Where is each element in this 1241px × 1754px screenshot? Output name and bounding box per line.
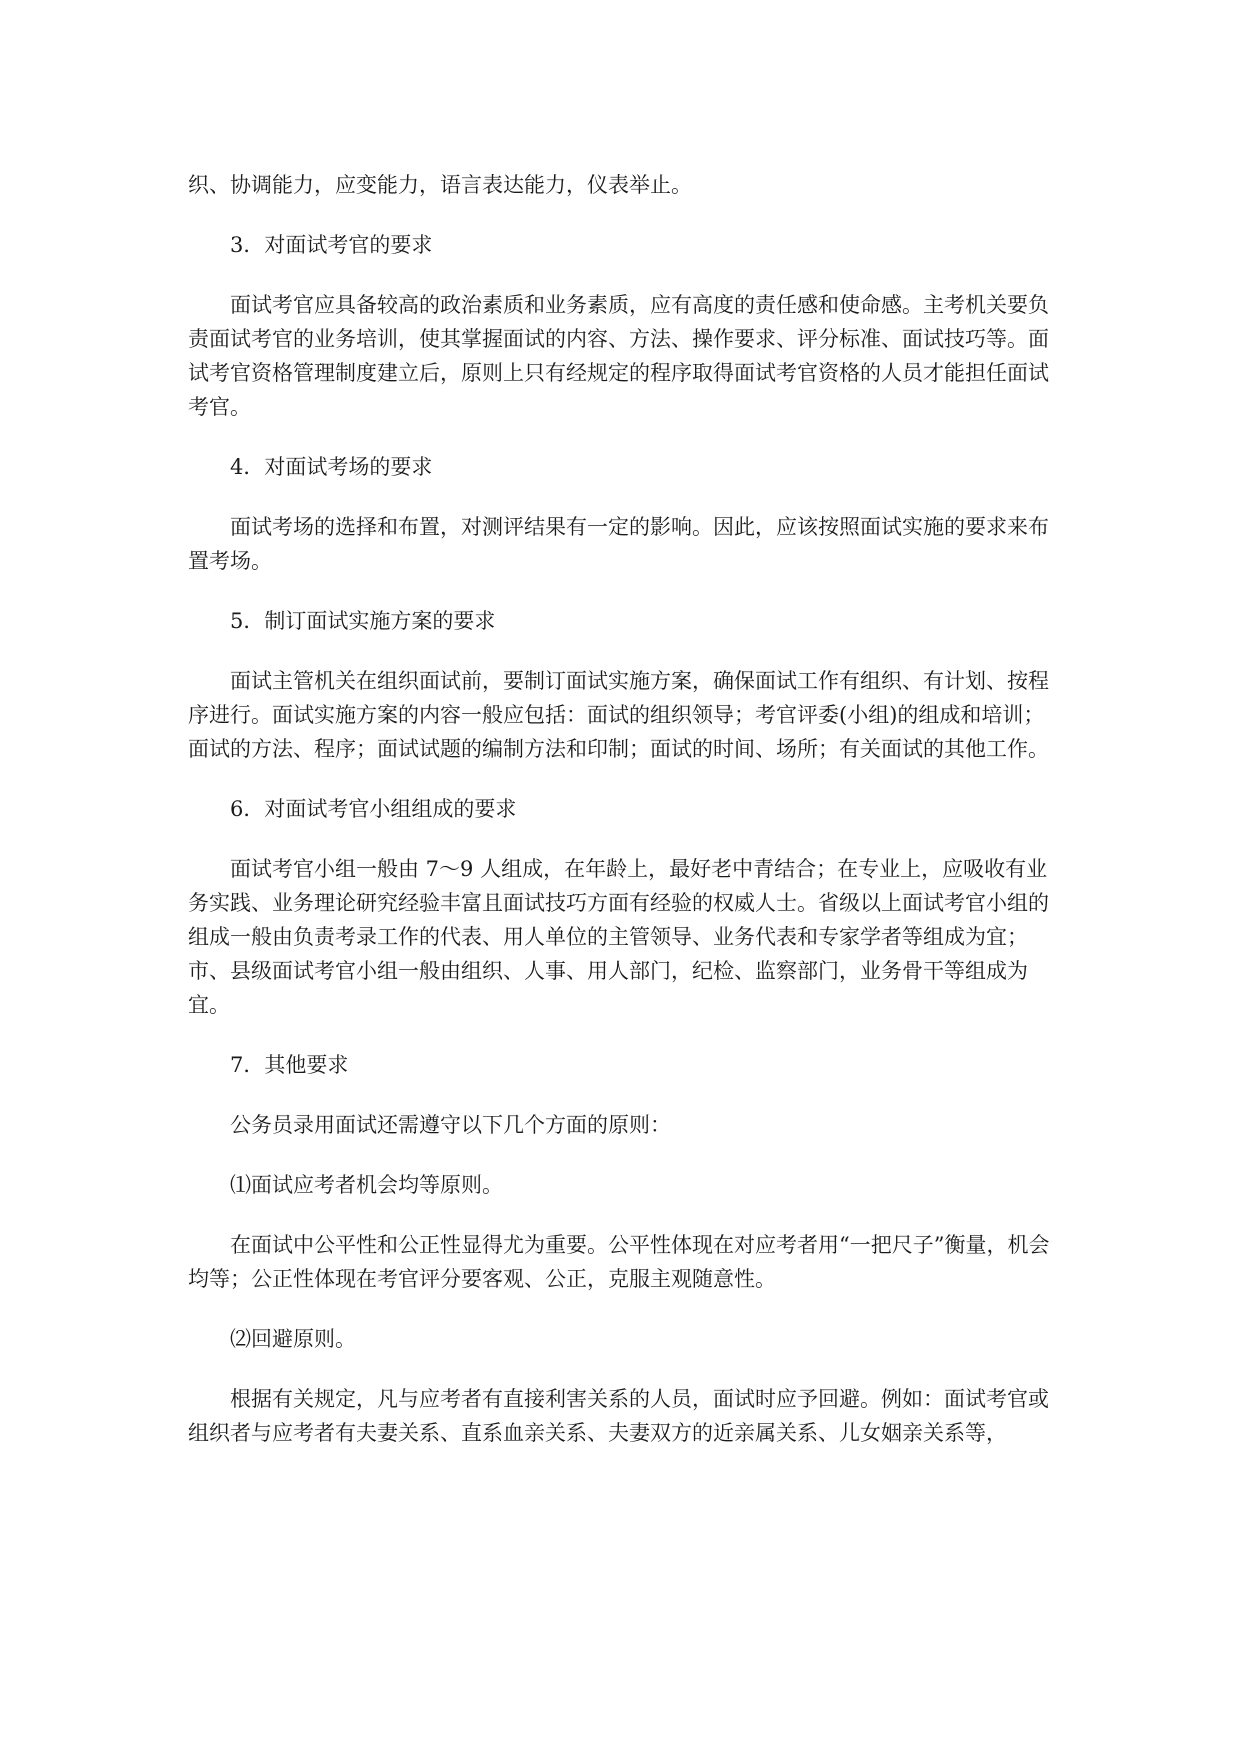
- principle-heading-1: ⑴面试应考者机会均等原则。: [230, 1173, 503, 1197]
- paragraph-examiner-requirements: 面试考官应具备较高的政治素质和业务素质，应有高度的责任感和使命感。主考机关要负责面试考官的业务培训，使其掌握面试的内容、方法、操作要求、评分标准、面试技巧等。面试考官资格管理制度建立后，原则上只有经规定的程序取得面试考官资格的人员才能担任面试考官。: [188, 293, 1049, 419]
- paragraph-panel-composition: 面试考官小组一般由 7～9 人组成，在年龄上，最好老中青结合；在专业上，应吸收有业务实践、业务理论研究经验丰富且面试技巧方面有经验的权威人士。省级以上面试考官小组的组成一般由负责考录工作的代表、用人单位的主管领导、业务代表和专家学者等组成为宜；市、县级面试考官小组一般由组织、人事、用人部门，纪检、监察部门，业务骨干等组成为宜。: [188, 857, 1049, 1017]
- paragraph-recusal: 根据有关规定，凡与应考者有直接利害关系的人员，面试时应予回避。例如：面试考官或组织者与应考者有夫妻关系、直系血亲关系、夫妻双方的近亲属关系、儿女姻亲关系等，: [188, 1387, 1049, 1445]
- section-heading-4: 4．对面试考场的要求: [230, 455, 433, 479]
- paragraph-venue-requirements: 面试考场的选择和布置，对测评结果有一定的影响。因此，应该按照面试实施的要求来布置考场。: [188, 515, 1049, 573]
- principle-heading-2: ⑵回避原则。: [230, 1327, 356, 1351]
- paragraph-continuation: 织、协调能力，应变能力，语言表达能力，仪表举止。: [188, 173, 692, 197]
- paragraph-plan-requirements: 面试主管机关在组织面试前，要制订面试实施方案，确保面试工作有组织、有计划、按程序进行。面试实施方案的内容一般应包括：面试的组织领导；考官评委(小组)的组成和培训；面试的方法、程序；面试试题的编制方法和印制；面试的时间、场所；有关面试的其他工作。: [188, 669, 1049, 761]
- paragraph-principles-intro: 公务员录用面试还需遵守以下几个方面的原则：: [230, 1113, 671, 1137]
- document-page: [188, 168, 1054, 1476]
- section-heading-6: 6．对面试考官小组组成的要求: [230, 797, 517, 821]
- section-heading-7: 7．其他要求: [230, 1053, 349, 1077]
- section-heading-3: 3．对面试考官的要求: [230, 233, 433, 257]
- paragraph-equal-opportunity: 在面试中公平性和公正性显得尤为重要。公平性体现在对应考者用“一把尺子”衡量，机会均等；公正性体现在考官评分要客观、公正，克服主观随意性。: [188, 1233, 1050, 1291]
- section-heading-5: 5．制订面试实施方案的要求: [230, 609, 496, 633]
